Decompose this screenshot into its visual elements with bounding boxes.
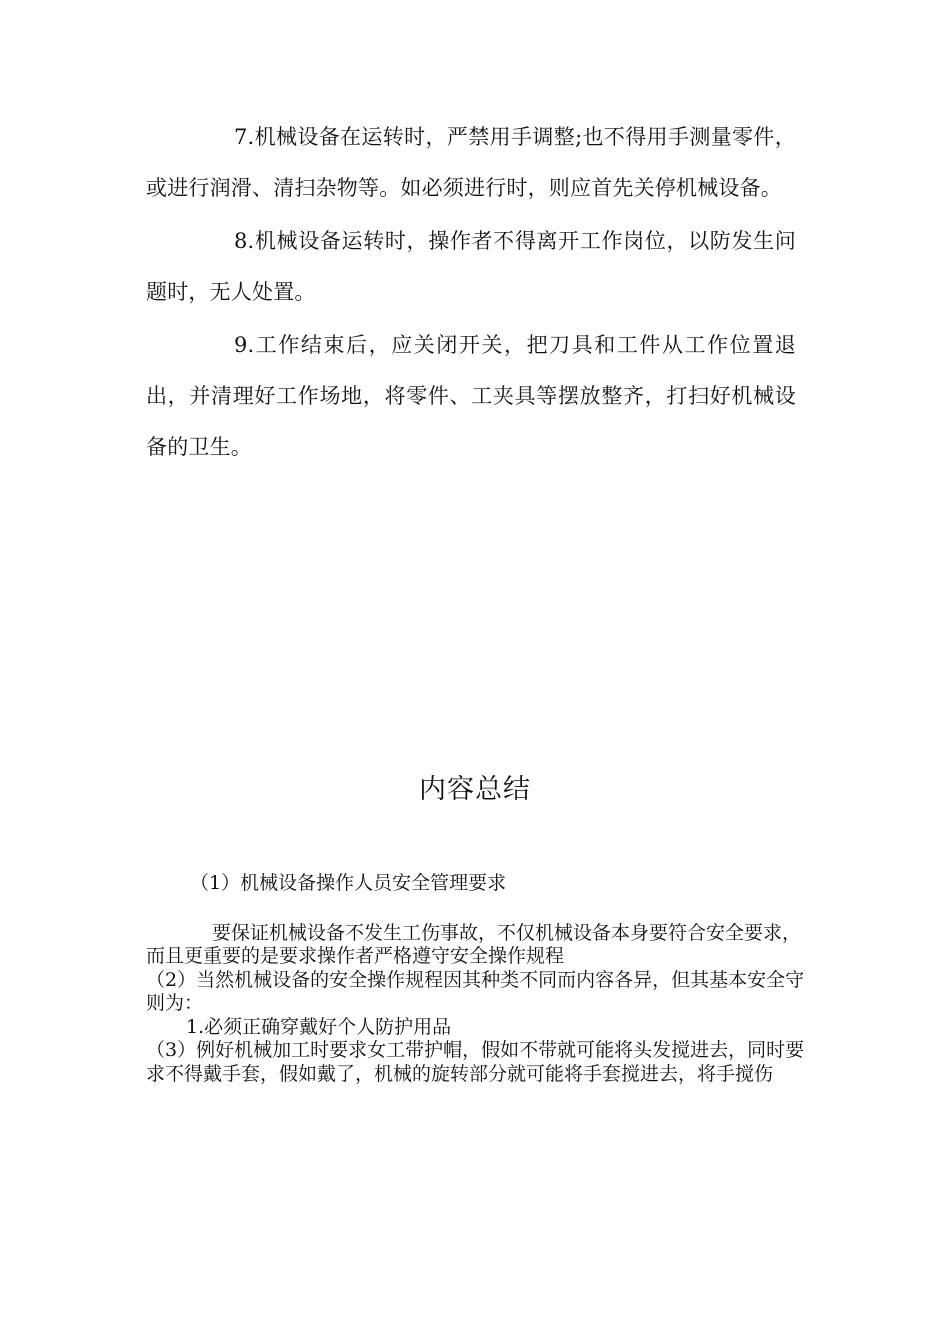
- rule-paragraph-7: 7.机械设备在运转时，严禁用手调整;也不得用手测量零件，或进行润滑、清扫杂物等。如必须进行时，则应首先关停机械设备。: [146, 125, 796, 200]
- summary-section: [146, 872, 806, 1086]
- summary-title: 内容总结: [419, 774, 531, 805]
- summary-paragraph-4: （3）例好机械加工时要求女工带护帽，假如不带就可能将头发搅进去，同时要求不得戴手套，假如戴了，机械的旋转部分就可能将手套搅进去，将手搅伤: [146, 1039, 805, 1085]
- summary-paragraph-2: （2）当然机械设备的安全操作规程因其种类不同而内容各异，但其基本安全守则为：: [146, 968, 805, 1014]
- rule-paragraph-8: 8.机械设备运转时，操作者不得离开工作岗位，以防发生问题时，无人处置。: [146, 229, 796, 304]
- rule-paragraph-9: 9.工作结束后，应关闭开关，把刀具和工件从工作位置退出，并清理好工作场地，将零件、工夹具等摆放整齐，打扫好机械设备的卫生。: [146, 333, 796, 459]
- summary-heading: （1）机械设备操作人员安全管理要求: [190, 872, 507, 894]
- summary-paragraph-1: 要保证机械设备不发生工伤事故，不仅机械设备本身要符合安全要求，而且更重要的是要求操作者严格遵守安全操作规程: [146, 921, 802, 967]
- summary-paragraph-3: 1.必须正确穿戴好个人防护用品: [186, 1015, 452, 1038]
- rules-section: [146, 112, 796, 475]
